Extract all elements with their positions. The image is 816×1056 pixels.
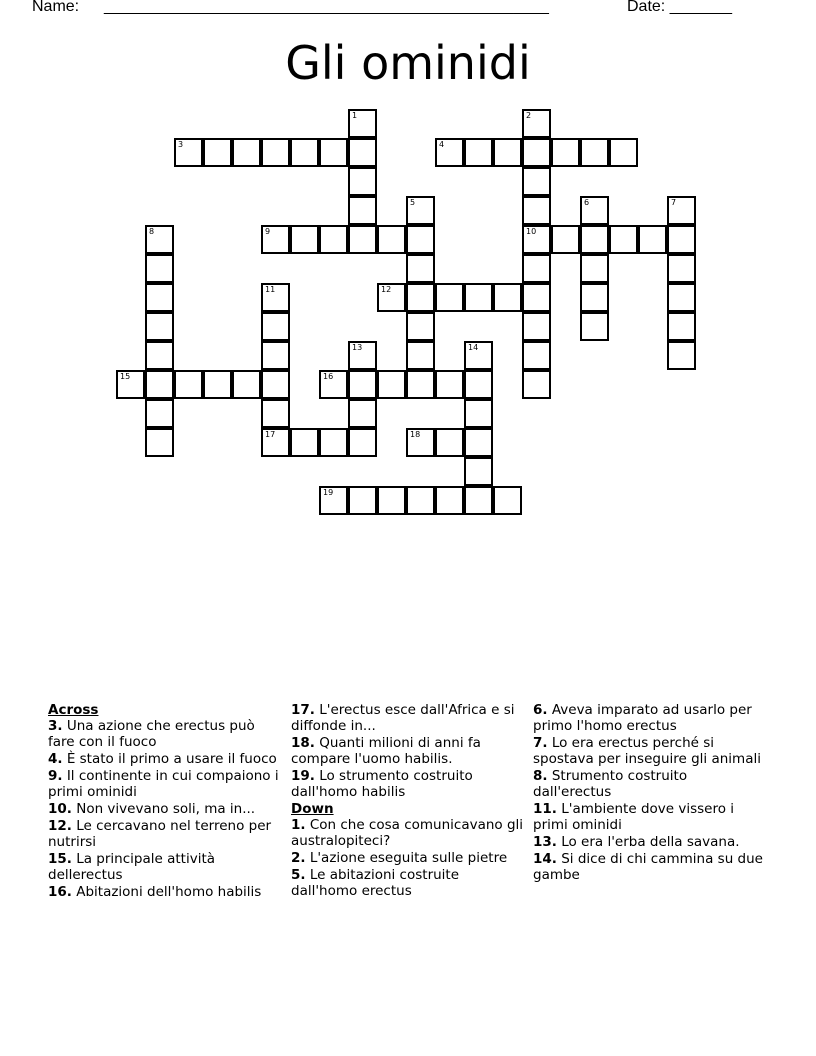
crossword-cell[interactable] (580, 283, 609, 312)
clue-across-3: 3. Una azione che erectus può fare con il fuoco (48, 718, 255, 750)
crossword-cell[interactable] (464, 341, 493, 370)
crossword-cell[interactable] (261, 283, 290, 312)
clue-down-8: 8. Strumento costruito dall'erectus (533, 768, 688, 800)
crossword-cell[interactable] (435, 486, 464, 515)
clue-down-7: 7. Lo era erectus perché si spostava per inseguire gli animali (533, 735, 761, 767)
crossword-cell[interactable] (348, 341, 377, 370)
clue-across-4: 4. È stato il primo a usare il fuoco (48, 751, 277, 767)
crossword-cell[interactable] (551, 138, 580, 167)
crossword-cell[interactable] (522, 254, 551, 283)
clue-across-19: 19. Lo strumento costruito dall'homo habilis (291, 768, 473, 800)
clue-number: 10 (526, 227, 537, 236)
crossword-cell[interactable] (406, 196, 435, 225)
crossword-cell[interactable] (464, 283, 493, 312)
clue-number: 5 (410, 198, 416, 207)
clue-number: 14 (468, 343, 479, 352)
crossword-cell[interactable] (406, 341, 435, 370)
crossword-cell[interactable] (261, 370, 290, 399)
clue-across-9: 9. Il continente in cui compaiono i primi ominidi (48, 768, 279, 800)
crossword-cell[interactable] (319, 370, 348, 399)
crossword-cell[interactable] (406, 225, 435, 254)
crossword-cell[interactable] (522, 370, 551, 399)
crossword-cell[interactable] (348, 486, 377, 515)
clue-number: 11 (265, 285, 276, 294)
crossword-cell[interactable] (377, 486, 406, 515)
date-field[interactable]: Date: _______ (627, 0, 732, 15)
across-heading: Across (48, 702, 99, 718)
crossword-cell[interactable] (580, 196, 609, 225)
crossword-cell[interactable] (464, 370, 493, 399)
clue-number: 6 (584, 198, 590, 207)
clue-number: 8 (149, 227, 155, 236)
crossword-cell[interactable] (609, 138, 638, 167)
crossword-cell[interactable] (667, 225, 696, 254)
crossword-cell[interactable] (522, 341, 551, 370)
crossword-cell[interactable] (493, 283, 522, 312)
crossword-cell[interactable] (145, 254, 174, 283)
crossword-cell[interactable] (290, 428, 319, 457)
clue-down-6: 6. Aveva imparato ad usarlo per primo l'homo erectus (533, 702, 752, 734)
crossword-cell[interactable] (145, 399, 174, 428)
name-label: Name: (32, 0, 80, 15)
crossword-cell[interactable] (580, 312, 609, 341)
crossword-cell[interactable] (348, 225, 377, 254)
crossword-cell[interactable] (522, 225, 551, 254)
clue-number: 9 (265, 227, 271, 236)
clue-number: 18 (410, 430, 421, 439)
crossword-cell[interactable] (580, 138, 609, 167)
clue-number: 13 (352, 343, 363, 352)
clue-across-17: 17. L'erectus esce dall'Africa e si diffonde in... (291, 702, 515, 734)
clue-down-11: 11. L'ambiente dove vissero i primi ominidi (533, 801, 735, 833)
crossword-cell[interactable] (464, 428, 493, 457)
clues-column-2 (291, 702, 527, 900)
crossword-cell[interactable] (667, 283, 696, 312)
crossword-cell[interactable] (261, 341, 290, 370)
crossword-cell[interactable] (406, 312, 435, 341)
crossword-cell[interactable] (377, 370, 406, 399)
crossword-cell[interactable] (319, 486, 348, 515)
crossword-cell[interactable] (261, 225, 290, 254)
crossword-cell[interactable] (435, 370, 464, 399)
clue-down-2: 2. L'azione eseguita sulle pietre (291, 850, 508, 866)
crossword-cell[interactable] (348, 138, 377, 167)
crossword-cell[interactable] (522, 312, 551, 341)
crossword-cell[interactable] (580, 225, 609, 254)
crossword-cell[interactable] (435, 283, 464, 312)
crossword-cell[interactable] (667, 254, 696, 283)
crossword-cell[interactable] (145, 312, 174, 341)
down-heading: Down (291, 801, 334, 817)
clue-number: 16 (323, 372, 334, 381)
crossword-cell[interactable] (319, 225, 348, 254)
clue-across-18: 18. Quanti milioni di anni fa compare l'uomo habilis. (291, 735, 481, 767)
crossword-cell[interactable] (145, 428, 174, 457)
crossword-cell[interactable] (145, 370, 174, 399)
clue-number: 1 (352, 111, 358, 120)
crossword-cell[interactable] (348, 399, 377, 428)
crossword-cell[interactable] (319, 138, 348, 167)
crossword-cell[interactable] (522, 138, 551, 167)
crossword-cell[interactable] (580, 254, 609, 283)
crossword-cell[interactable] (522, 283, 551, 312)
crossword-cell[interactable] (348, 428, 377, 457)
crossword-cell[interactable] (406, 486, 435, 515)
crossword-cell[interactable] (667, 312, 696, 341)
clue-across-15: 15. La principale attività dellerectus (48, 851, 216, 883)
crossword-cell[interactable] (348, 109, 377, 138)
crossword-cell[interactable] (522, 196, 551, 225)
crossword-cell[interactable] (493, 138, 522, 167)
clue-number: 2 (526, 111, 532, 120)
clue-number: 7 (671, 198, 677, 207)
crossword-cell[interactable] (551, 225, 580, 254)
crossword-cell[interactable] (348, 167, 377, 196)
clue-number: 3 (178, 140, 184, 149)
crossword-cell[interactable] (435, 138, 464, 167)
crossword-cell[interactable] (290, 225, 319, 254)
crossword-cell[interactable] (522, 167, 551, 196)
crossword-cell[interactable] (261, 138, 290, 167)
crossword-cell[interactable] (464, 457, 493, 486)
crossword-cell[interactable] (145, 225, 174, 254)
crossword-cell[interactable] (203, 370, 232, 399)
crossword-cell[interactable] (145, 341, 174, 370)
crossword-cell[interactable] (348, 370, 377, 399)
clue-across-16: 16. Abitazioni dell'homo habilis (48, 884, 262, 900)
crossword-cell[interactable] (261, 312, 290, 341)
crossword-cell[interactable] (464, 138, 493, 167)
crossword-cell[interactable] (232, 370, 261, 399)
clue-across-12: 12. Le cercavano nel terreno per nutrirsi (48, 818, 272, 850)
crossword-cell[interactable] (406, 428, 435, 457)
crossword-cell[interactable] (406, 283, 435, 312)
crossword-cell[interactable] (464, 399, 493, 428)
crossword-cell[interactable] (290, 138, 319, 167)
clue-number: 15 (120, 372, 131, 381)
name-field[interactable]: __________________________________________________ (104, 0, 549, 15)
clue-down-5: 5. Le abitazioni costruite dall'homo erectus (291, 867, 460, 899)
crossword-cell[interactable] (232, 138, 261, 167)
clues-column-3 (533, 702, 769, 884)
clue-number: 17 (265, 430, 276, 439)
clue-number: 19 (323, 488, 334, 497)
crossword-cell[interactable] (116, 370, 145, 399)
crossword-cell[interactable] (203, 138, 232, 167)
crossword-cell[interactable] (261, 399, 290, 428)
crossword-cell[interactable] (406, 254, 435, 283)
crossword-cell[interactable] (464, 486, 493, 515)
clue-across-10: 10. Non vivevano soli, ma in... (48, 801, 256, 817)
crossword-cell[interactable] (609, 225, 638, 254)
crossword-cell[interactable] (667, 196, 696, 225)
crossword-cell[interactable] (174, 370, 203, 399)
crossword-cell[interactable] (522, 109, 551, 138)
crossword-cell[interactable] (377, 225, 406, 254)
page-title: Gli ominidi (285, 36, 531, 90)
crossword-cell[interactable] (261, 428, 290, 457)
crossword-cell[interactable] (406, 370, 435, 399)
crossword-cell[interactable] (348, 196, 377, 225)
clue-down-1: 1. Con che cosa comunicavano gli australopiteci? (291, 817, 524, 849)
clue-number: 4 (439, 140, 445, 149)
clues-column-1 (48, 702, 284, 901)
crossword-cell[interactable] (638, 225, 667, 254)
crossword-cell[interactable] (319, 428, 348, 457)
crossword-cell[interactable] (493, 486, 522, 515)
clue-down-14: 14. Si dice di chi cammina su due gambe (533, 851, 763, 883)
crossword-cell[interactable] (145, 283, 174, 312)
clue-down-13: 13. Lo era l'erba della savana. (533, 834, 740, 850)
crossword-cell[interactable] (667, 341, 696, 370)
clue-number: 12 (381, 285, 392, 294)
crossword-cell[interactable] (435, 428, 464, 457)
crossword-cell[interactable] (377, 283, 406, 312)
crossword-cell[interactable] (174, 138, 203, 167)
